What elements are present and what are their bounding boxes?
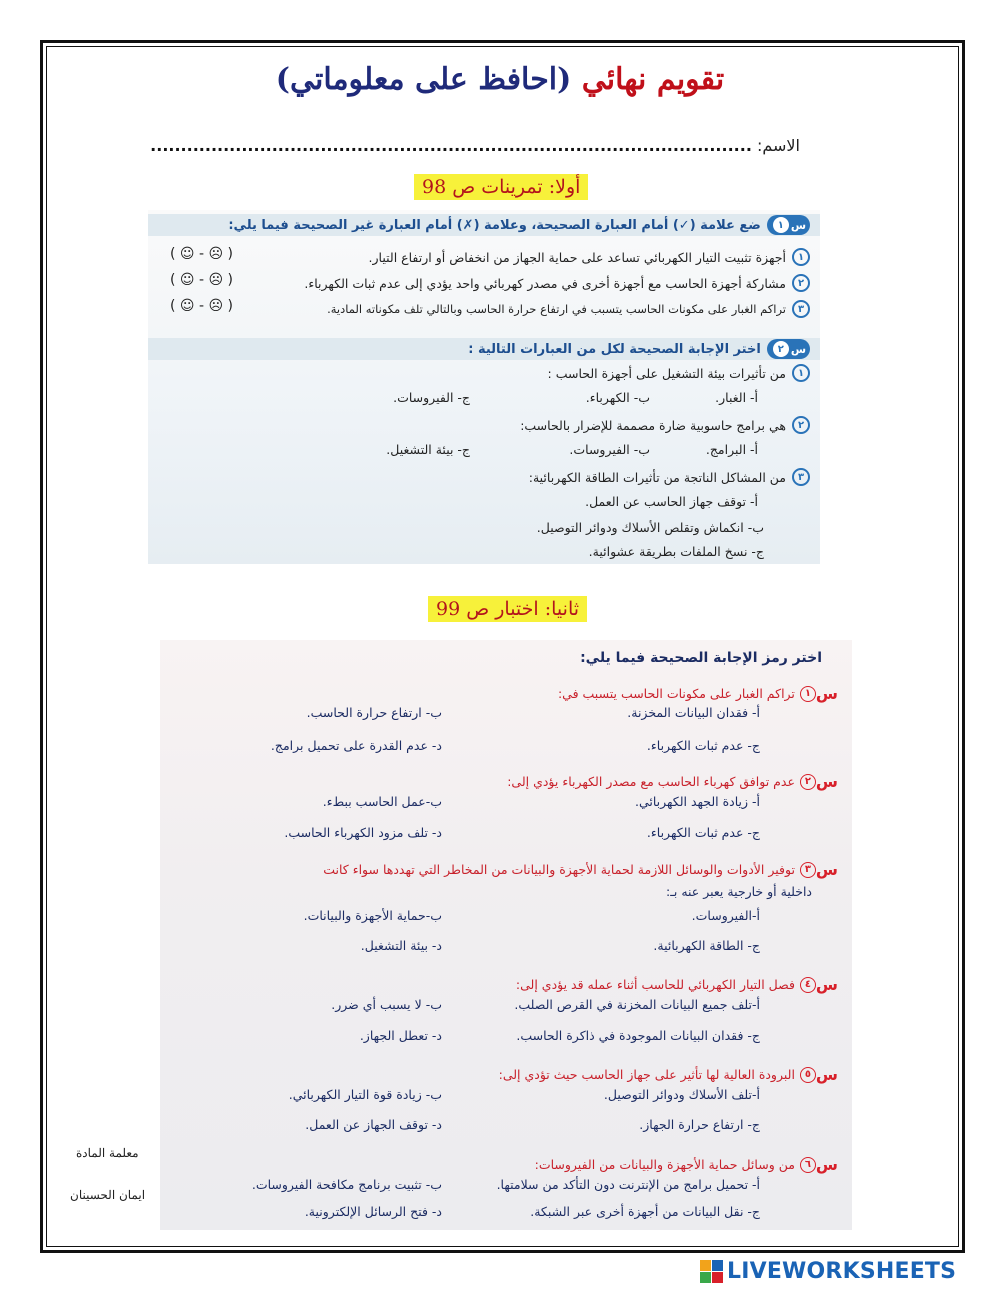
- test-q2-badge: س ٢: [799, 772, 838, 791]
- title-main: تقويم نهائي: [581, 62, 725, 97]
- exercises-panel: [148, 210, 820, 564]
- name-label: الاسم:: [756, 136, 800, 155]
- liveworksheets-logo-icon: [700, 1260, 723, 1283]
- q2-item-3-option-b[interactable]: ب- انكماش وتقلص الأسلاك ودوائر التوصيل.: [536, 520, 764, 535]
- test-q2-option-b[interactable]: ب-عمل الحاسب ببطء.: [322, 794, 442, 809]
- test-q6-text: من وسائل حماية الأجهزة والبيانات من الفيروسات:: [534, 1157, 795, 1172]
- q2-item-2: ٢ هي برامج حاسوبية ضارة مصممة للإضرار بالحاسب:: [520, 416, 810, 434]
- test-q5: [499, 1065, 838, 1084]
- test-q6-option-c[interactable]: ج- نقل البيانات من أجهزة أخرى عبر الشبكة.: [530, 1204, 760, 1219]
- test-q4-option-a[interactable]: أ-تلف جميع البيانات المخزنة في القرص الصلب.: [514, 997, 760, 1012]
- q1-item-3: ٣ تراكم الغبار على مكونات الحاسب يتسبب في ارتفاع حرارة الحاسب وبالتالي تلف مكوناته المادية.: [327, 300, 810, 318]
- test-q6-badge: س ٦: [799, 1155, 838, 1174]
- test-q6-option-d[interactable]: د- فتح الرسائل الإلكترونية.: [304, 1204, 442, 1219]
- panel1-q2-header: [468, 339, 810, 359]
- q2-item-3-option-a[interactable]: أ- توقف جهاز الحاسب عن العمل.: [585, 494, 758, 509]
- test-q3-option-a[interactable]: أ-الفيروسات.: [691, 908, 760, 923]
- test-q4-option-c[interactable]: ج- فقدان البيانات الموجودة في ذاكرة الحاسب.: [516, 1028, 760, 1043]
- title-sub: (احافظ على معلوماتي): [275, 62, 572, 97]
- test-q1-badge: س ١: [799, 684, 838, 703]
- test-q6: [535, 1155, 838, 1174]
- test-panel: [160, 640, 852, 1230]
- panel1-q1-header: [228, 215, 810, 235]
- brand-name: LIVEWORKSHEETS: [727, 1259, 957, 1284]
- test-q5-option-d[interactable]: د- توقف الجهاز عن العمل.: [305, 1117, 442, 1132]
- test-q1-option-b[interactable]: ب- ارتفاع حرارة الحاسب.: [306, 705, 442, 720]
- test-q5-option-b[interactable]: ب- زيادة قوة التيار الكهربائي.: [288, 1087, 442, 1102]
- q1-item-3-choice[interactable]: ( ☺ - ☹ ): [170, 298, 233, 314]
- test-q1-option-d[interactable]: د- عدم القدرة على تحميل برامج.: [270, 738, 442, 753]
- q1-item-1-choice[interactable]: ( ☺ - ☹ ): [170, 246, 233, 262]
- test-q3-text-cont: داخلية أو خارجية يعبر عنه بـ:: [666, 884, 812, 899]
- teacher-role: معلمة المادة: [76, 1146, 139, 1160]
- test-q6-option-a[interactable]: أ- تحميل برامج من الإنترنت دون التأكد من سلامتها.: [496, 1177, 760, 1192]
- q2-item-2-option-c[interactable]: ج- بيئة التشغيل.: [386, 442, 470, 457]
- page-title: [0, 62, 1000, 97]
- test-instructions: اختر رمز الإجابة الصحيحة فيما يلي:: [580, 650, 822, 666]
- q2-prompt: اختر الإجابة الصحيحة لكل من العبارات التالية :: [468, 341, 761, 357]
- section1-heading: أولا: تمرينات ص 98: [414, 174, 588, 200]
- test-q1: [558, 684, 838, 703]
- name-input-line[interactable]: ...................................................................................................: [150, 136, 752, 155]
- test-q5-text: البرودة العالية لها تأثير على جهاز الحاسب حيث تؤدي إلى:: [498, 1067, 795, 1082]
- test-q2: [507, 772, 838, 791]
- test-q2-option-d[interactable]: د- تلف مزود الكهرباء الحاسب.: [284, 825, 442, 840]
- test-q2-option-c[interactable]: ج- عدم ثبات الكهرباء.: [646, 825, 760, 840]
- q2-item-1: ١ من تأثيرات بيئة التشغيل على أجهزة الحاسب :: [548, 364, 810, 382]
- q1-item-2: ٢ مشاركة أجهزة الحاسب مع أجهزة أخرى في مصدر كهربائي واحد يؤدي إلى عدم ثبات الكهرباء.: [304, 274, 810, 292]
- test-q3-option-c[interactable]: ج- الطاقة الكهربائية.: [653, 938, 760, 953]
- test-q2-text: عدم توافق كهرباء الحاسب مع مصدر الكهرباء يؤدي إلى:: [507, 774, 795, 789]
- test-q5-option-a[interactable]: أ-تلف الأسلاك ودوائر التوصيل.: [603, 1087, 760, 1102]
- test-q3: [323, 860, 838, 879]
- test-q5-badge: س ٥: [799, 1065, 838, 1084]
- q2-item-2-option-a[interactable]: أ- البرامج.: [705, 442, 758, 457]
- liveworksheets-brand: [700, 1259, 956, 1284]
- test-q1-text: تراكم الغبار على مكونات الحاسب يتسبب في:: [557, 686, 795, 701]
- q1-prompt: ضع علامة (✓) أمام العبارة الصحيحة، وعلامة (✗) أمام العبارة غير الصحيحة فيما يلي:: [228, 217, 761, 233]
- test-q6-option-b[interactable]: ب- تثبيت برنامج مكافحة الفيروسات.: [251, 1177, 442, 1192]
- q1-badge: س ١: [767, 215, 810, 235]
- section2-heading: ثانيا: اختبار ص 99: [428, 596, 587, 622]
- q2-item-1-option-a[interactable]: أ- الغبار.: [715, 390, 758, 405]
- q2-item-1-option-c[interactable]: ج- الفيروسات.: [393, 390, 470, 405]
- q2-item-3-option-c[interactable]: ج- نسخ الملفات بطريقة عشوائية.: [588, 544, 764, 559]
- test-q4-option-b[interactable]: ب- لا يسبب أي ضرر.: [331, 997, 442, 1012]
- q2-item-2-option-b[interactable]: ب- الفيروسات.: [569, 442, 650, 457]
- test-q4-text: فصل التيار الكهربائي للحاسب أثناء عمله قد يؤدي إلى:: [515, 977, 795, 992]
- q1-item-2-choice[interactable]: ( ☺ - ☹ ): [170, 272, 233, 288]
- teacher-name: ايمان الحسينان: [70, 1188, 146, 1202]
- test-q3-badge: س ٣: [799, 860, 838, 879]
- q2-badge: س ٢: [767, 339, 810, 359]
- q2-item-3: ٣ من المشاكل الناتجة من تأثيرات الطاقة الكهربائية:: [529, 468, 810, 486]
- test-q3-text: توفير الأدوات والوسائل اللازمة لحماية الأجهزة والبيانات من المخاطر التي تهددها سواء كانت: [323, 862, 795, 877]
- test-q3-option-d[interactable]: د- بيئة التشغيل.: [360, 938, 442, 953]
- test-q3-option-b[interactable]: ب-حماية الأجهزة والبيانات.: [303, 908, 442, 923]
- test-q4-badge: س ٤: [799, 975, 838, 994]
- q1-item-1: ١ أجهزة تثبيت التيار الكهربائي تساعد على حماية الجهاز من انخفاض أو ارتفاع التيار.: [369, 248, 810, 266]
- test-q5-option-c[interactable]: ج- ارتفاع حرارة الجهاز.: [639, 1117, 760, 1132]
- test-q4-option-d[interactable]: د- تعطل الجهاز.: [359, 1028, 442, 1043]
- test-q1-option-a[interactable]: أ- فقدان البيانات المخزنة.: [627, 705, 760, 720]
- test-q2-option-a[interactable]: أ- زيادة الجهد الكهربائي.: [634, 794, 760, 809]
- name-field-row: [150, 136, 800, 155]
- test-q4: [516, 975, 838, 994]
- test-q1-option-c[interactable]: ج- عدم ثبات الكهرباء.: [646, 738, 760, 753]
- q2-item-1-option-b[interactable]: ب- الكهرباء.: [585, 390, 650, 405]
